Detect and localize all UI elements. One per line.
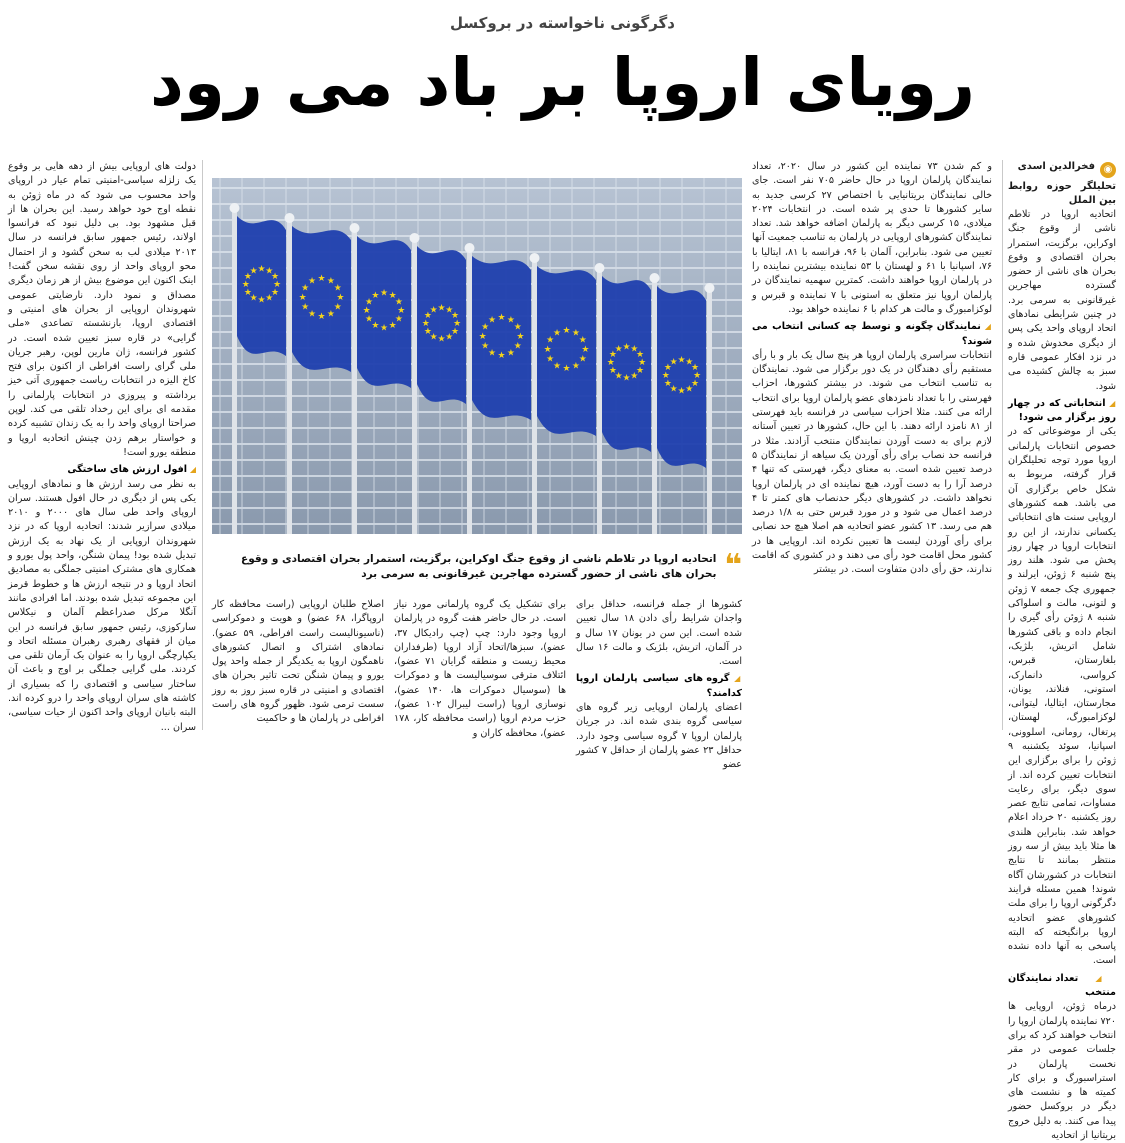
flag-star-icon: ★ bbox=[571, 328, 580, 339]
quote-icon: ❝ bbox=[724, 548, 742, 583]
paragraph: اتحادیه اروپا در تلاطم ناشی از وقوع جنگ اوکراین، برگزیت، استمرار بحران اقتصادی و وقوع بحران های ناشی از حضور گسترده مهاجرین غیرقانونی به سرمی برد. در چنین شرایطی نمادهای اتحاد اروپای واحد یکی پس از دیگری مخدوش شده و در نزد افکار عمومی قاره سبز به چالش کشیده می شود. bbox=[1008, 209, 1116, 392]
flag-star-icon: ★ bbox=[317, 274, 326, 285]
subheading: ◢ انتخاباتی که در چهار روز برگزار می شود! bbox=[1008, 397, 1116, 426]
flag-star-icon: ★ bbox=[506, 315, 515, 326]
flag-star-icon: ★ bbox=[241, 280, 250, 290]
flag-star-icon: ★ bbox=[636, 350, 645, 361]
flag-star-icon: ★ bbox=[265, 293, 274, 304]
flag-star-icon: ★ bbox=[691, 363, 700, 374]
flag-star-icon: ★ bbox=[394, 297, 404, 308]
flag-star-icon: ★ bbox=[608, 350, 617, 361]
column-divider bbox=[1002, 160, 1003, 730]
flag-star-icon: ★ bbox=[445, 332, 454, 343]
flag-pole bbox=[467, 248, 472, 534]
flag-star-icon: ★ bbox=[693, 371, 702, 381]
flag-star-icon: ★ bbox=[638, 358, 647, 368]
flag-star-icon: ★ bbox=[326, 276, 335, 287]
flag-star-icon: ★ bbox=[663, 363, 672, 374]
article-column-1 bbox=[1008, 160, 1116, 1141]
flag-star-icon: ★ bbox=[488, 348, 497, 359]
flag-star-icon: ★ bbox=[249, 266, 258, 277]
flag-star-icon: ★ bbox=[571, 361, 580, 372]
flag-star-icon: ★ bbox=[437, 303, 446, 314]
subheading: ◢ گروه های سیاسی پارلمان اروپا کدامند؟ bbox=[576, 672, 742, 701]
pole-cap bbox=[230, 203, 240, 213]
flag-star-icon: ★ bbox=[553, 328, 562, 339]
flag-star-icon: ★ bbox=[622, 373, 631, 384]
flag-star-icon: ★ bbox=[636, 365, 645, 376]
flag-star-icon: ★ bbox=[614, 344, 623, 355]
pole-cap bbox=[595, 263, 605, 273]
author-name: فخرالدین اسدی bbox=[1017, 161, 1095, 172]
flag-star-icon: ★ bbox=[333, 283, 342, 294]
flag-star-icon: ★ bbox=[423, 326, 432, 337]
eu-flags-illustration bbox=[212, 178, 742, 534]
flag-star-icon: ★ bbox=[562, 363, 571, 374]
flag-star-icon: ★ bbox=[614, 371, 623, 382]
flag-pole bbox=[597, 268, 602, 534]
subheading: ◢ تعداد نمایندگان منتخب bbox=[1008, 972, 1116, 1001]
flag-pole bbox=[412, 238, 417, 534]
flag-star-icon: ★ bbox=[669, 357, 678, 368]
paragraph: انتخابات سراسری پارلمان اروپا هر پنج سال یک بار و با رأی مستقیم رأی دهندگان در یک دور برگزار می شود. نمایندگان به تناسب انتخاب می شوند. در بیشتر کشورها، احزاب فهرستی را با تعداد نامزدهای عضو پارلمان اروپا برای انتخاب ارائه می کنند. مثلا احزاب سیاسی در فرانسه باید فهرستی از ۸۱ نامزد ارائه دهند. با این حال، کشورها در تعیین آستانه لازم برای به دست آوردن نمایندگان منتخب آزادند. مثلا در فرانسه حد نصاب برای رأی آوردن یک سیاهه از نمایندگان ۵ درصد تعیین شده است. به معنای دیگر، فهرستی که تنها ۴ درصد آرا را به دست آورد، هیچ نماینده ای در پارلمان اروپا نخواهد داشت. در کشورهای دیگر حدنصاب های کمتر تا ۴ درصد اعمال می شود و در مورد قبرس حتی به ۱/۸ درصد هم می رسد. ۱۳ کشور عضو اتحادیه هم اصلا هیچ حد نصابی برای رأی آوردن لیست ها تعیین نکرده اند. اروپایی ها در کشور محل اقامت خود رأی می دهند و در کشوری که اقامت ندارند، حق رأی دادن متفاوت است. در بیشتر bbox=[752, 349, 992, 576]
flag-star-icon: ★ bbox=[497, 313, 506, 324]
column-divider bbox=[202, 160, 203, 730]
paragraph: کشورها از جمله فرانسه، حداقل برای واجدان شرایط رأی دادن ۱۸ سال تعیین شده است. این سن در یونان ۱۷ سال و در آلمان، اتریش، بلژیک و مالت ۱۶ سال است. bbox=[576, 599, 742, 668]
flag-star-icon: ★ bbox=[516, 332, 525, 342]
flag-star-icon: ★ bbox=[451, 311, 460, 322]
flag-star-icon: ★ bbox=[451, 326, 460, 337]
paragraph: دولت های اروپایی بیش از دهه هایی بر وقوع یک زلزله سیاسی-امنیتی تمام عیار در اروپای واحد محسوب می شود که در ماه ژوئن به نقطه اوج خود خواهد رسید. این بحران ها از قبل مشهود بود. بی دلیل نبود که فرانسوا اولاند، رئیس جمهور سابق فرانسه در سال ۲۰۱۳ میلادی لب به سخن گشود و از احتمال محو اروپای واحد از روی نقشه سخن گفت! اینک اکنون این موضوع بیش از هر زمان دیگری مصداق و نمود دارد. نارضایتی عمومی شهروندان اروپایی از بحران های امنیتی و اقتصادی اروپا، بازنشسته تصاعدی «ملی گرایی» در قاره سبز تعیین شده است. در کشور فرانسه، ژان مارین لوپن، رهبر جریان ملی گرای راست افراطی از اکنون برای فتح کاخ الیزه در انتخابات ریاست جمهوری آتی خیز برداشته و پیروزی در انتخابات پارلمانی را مقدمه ای برای این رخداد تلقی می کند. لوپن صراحتا اروپای واحد را به یک زندان تشبیه کرده و خواستار برهم زدن چینش اتحادیه اروپا و منطقه یورو است! bbox=[8, 161, 196, 458]
flag-star-icon: ★ bbox=[379, 323, 389, 334]
flag-star-icon: ★ bbox=[317, 311, 326, 322]
article-column-4 bbox=[394, 598, 567, 739]
flag-star-icon: ★ bbox=[661, 371, 670, 381]
flag-star-icon: ★ bbox=[249, 293, 258, 304]
flag-star-icon: ★ bbox=[301, 302, 310, 313]
flag-star-icon: ★ bbox=[606, 358, 615, 368]
flag-star-icon: ★ bbox=[301, 283, 310, 294]
flag-star-icon: ★ bbox=[397, 306, 406, 316]
flag-star-icon: ★ bbox=[371, 320, 380, 331]
author-box bbox=[1008, 160, 1116, 178]
flag-star-icon: ★ bbox=[257, 295, 266, 306]
caption-text: اتحادیه اروپا در تلاطم ناشی از وقوع جنگ اوکراین، برگزیت، استمرار بحران اقتصادی و وقوع بحران های ناشی از حضور گسترده مهاجرین غیرقانونی به سرمی برد bbox=[241, 553, 717, 580]
flag-star-icon: ★ bbox=[578, 335, 587, 346]
flag-star-icon: ★ bbox=[271, 272, 280, 283]
flag-star-icon: ★ bbox=[669, 384, 678, 395]
flag-pole bbox=[352, 228, 357, 534]
flag-star-icon: ★ bbox=[546, 354, 555, 365]
flag-star-icon: ★ bbox=[677, 386, 686, 397]
flag-star-icon: ★ bbox=[608, 365, 617, 376]
flag-star-icon: ★ bbox=[581, 345, 590, 355]
flag-star-icon: ★ bbox=[562, 326, 571, 337]
subheading: ◢ نمایندگان چگونه و توسط چه کسانی انتخاب می شوند؟ bbox=[752, 320, 992, 349]
flag-star-icon: ★ bbox=[488, 315, 497, 326]
flag-star-icon: ★ bbox=[388, 320, 397, 331]
flag-star-icon: ★ bbox=[685, 357, 694, 368]
flag-star-icon: ★ bbox=[308, 309, 317, 320]
flag-star-icon: ★ bbox=[630, 371, 639, 382]
flag-star-icon: ★ bbox=[388, 291, 397, 302]
headline: رویای اروپا بر باد می رود bbox=[150, 44, 975, 121]
paragraph: اصلاح طلبان اروپایی (راست محافظه کار اروپاگرا، ۶۸ عضو) و هویت و دموکراسی (ناسیونالیست راست افراطی، ۵۹ عضو). نمادهای اشتراک و اتصال کشورهای ناهمگون اروپا به یکدیگر از جمله واحد پول یورو و پیمان شنگن تحت تاثیر بحران های اقتصادی و امنیتی در قاره سبز روز به روز سست ترمی شود. ظهور گروه های راست افراطی در پارلمان ها و حاکمیت bbox=[212, 599, 384, 725]
paragraph: اعضای پارلمان اروپایی زیر گروه های سیاسی گروه بندی شده اند. در جریان پارلمان اروپا ۷ گروه سیاسی وجود دارد. حداقل ۲۳ عضو پارلمان از حداقل ۷ کشور عضو bbox=[576, 702, 742, 771]
flag-star-icon: ★ bbox=[421, 319, 430, 329]
paragraph: به نظر می رسد ارزش ها و نمادهای اروپایی یکی پس از دیگری در حال افول هستند. سران اروپای واحد طی سال های ۲۰۰۰ و ۲۰۱۰ میلادی سرازیر شدند: اتحادیه اروپا که در نزد شهروندان اروپایی از یک نهاد به یک ارزش تبدیل شده بود! پیمان شنگن، واحد پول یورو و همکاری های مشترک امنیتی جملگی به مصادیق اتحاد اروپا و در نتیجه ارزش ها و خطوط قرمز این مجموعه تبدیل شده بودند. اما افرادی مانند آنگلا مرکل صدراعظم آلمان و نیکلاس سارکوزی، رئیس جمهور سابق فرانسه در این میان از فقهای رهبری رهبران مسئله اتحاد و یکپارچگی اروپا را به عنوان یک آرمان تلقی می کردند. ملی گرایی جملگی بر اوج و باعث آن ساختار سیاسی و اقتصادی را که بسیاری از کاشته های سران اروپای واحد را درو کرده اند. البته بانیان اروپای واحد اکنون از حیات سیاسی، سران ... bbox=[8, 478, 197, 733]
flag-star-icon: ★ bbox=[394, 314, 404, 325]
flag-star-icon: ★ bbox=[677, 355, 686, 366]
flag-star-icon: ★ bbox=[630, 344, 639, 355]
flag-star-icon: ★ bbox=[546, 335, 555, 346]
photo-caption bbox=[212, 548, 742, 583]
flag-star-icon: ★ bbox=[481, 322, 490, 333]
flag-pole bbox=[532, 258, 537, 534]
paragraph: و کم شدن ۷۳ نماینده این کشور در سال ۲۰۲۰، تعداد نمایندگان پارلمان اروپا در حال حاضر ۷۰۵ نفر است. جای خالی نمایندگان بریتانیایی با اختصاص ۲۷ کرسی جدید به سایر کشورها تا حدی پر شده است. در انتخابات ۲۰۲۴ میلادی، ۱۵ کرسی دیگر به پارلمان اضافه خواهد شد. تعداد نمایندگان کشورهای اروپایی در پارلمان به تناسب جمعیت آنها تعیین می شود. بنابراین، آلمان با ۹۶، فرانسه با ۸۱، ایتالیا با ۷۶، اسپانیا با ۶۱ و لهستان با ۵۳ نماینده بیشترین نماینده را در پارلمان اروپا خواهند داشت. کمترین سهمیه نمایندگان در پارلمان اروپا نیز متعلق به استونی با ۷ نماینده و قبرس و لوکزامبورگ و مالت هر کدام با ۶ نماینده خواهد بود. bbox=[752, 161, 993, 315]
flag-star-icon: ★ bbox=[362, 306, 371, 316]
author-title: تحلیلگر حوزه روابط بین الملل bbox=[1008, 181, 1116, 206]
flag-star-icon: ★ bbox=[265, 266, 274, 277]
flag-star-icon: ★ bbox=[481, 341, 490, 352]
flag-star-icon: ★ bbox=[513, 322, 522, 333]
eu-flags-photo bbox=[212, 178, 742, 534]
pole-cap bbox=[530, 253, 540, 263]
flag-star-icon: ★ bbox=[379, 288, 389, 299]
flag-star-icon: ★ bbox=[506, 348, 515, 359]
subheading: ◢ افول ارزش های ساختگی bbox=[8, 463, 196, 477]
flag-star-icon: ★ bbox=[445, 305, 454, 316]
article-column-3 bbox=[576, 598, 742, 771]
flag-star-icon: ★ bbox=[622, 342, 631, 353]
flag-star-icon: ★ bbox=[371, 291, 380, 302]
flag-star-icon: ★ bbox=[663, 378, 672, 389]
flag-star-icon: ★ bbox=[453, 319, 462, 329]
flag-star-icon: ★ bbox=[543, 345, 552, 355]
pole-cap bbox=[650, 273, 660, 283]
flag-star-icon: ★ bbox=[364, 297, 374, 308]
flag-star-icon: ★ bbox=[497, 350, 506, 361]
flag-star-icon: ★ bbox=[685, 384, 694, 395]
flag-star-icon: ★ bbox=[333, 302, 342, 313]
flag-star-icon: ★ bbox=[273, 280, 282, 290]
flag-star-icon: ★ bbox=[437, 334, 446, 345]
flag-star-icon: ★ bbox=[578, 354, 587, 365]
flag-star-icon: ★ bbox=[429, 332, 438, 343]
flag-star-icon: ★ bbox=[243, 287, 252, 298]
flag-star-icon: ★ bbox=[691, 378, 700, 389]
flag-star-icon: ★ bbox=[429, 305, 438, 316]
pole-cap bbox=[285, 213, 295, 223]
pole-cap bbox=[350, 223, 360, 233]
kicker: دگرگونی ناخواسته در بروکسل bbox=[450, 14, 675, 32]
flag-star-icon: ★ bbox=[257, 264, 266, 275]
article-column-6 bbox=[8, 160, 196, 732]
flag-star-icon: ★ bbox=[326, 309, 335, 320]
flag-star-icon: ★ bbox=[423, 311, 432, 322]
paragraph: درماه ژوئن، اروپایی ها ۷۲۰ نماینده پارلمان اروپا را انتخاب خواهند کرد که برای جلسات عمومی در مقر نخست پارلمان در استراسبورگ و برای کار کمیته ها و نشست های دیگر در بروکسل حضور پیدا می کنند. به دلیل خروج بریتانیا از اتحادیه bbox=[1008, 1001, 1116, 1141]
flag-star-icon: ★ bbox=[308, 276, 317, 287]
flag-pole bbox=[287, 218, 292, 534]
pole-cap bbox=[465, 243, 475, 253]
paragraph: یکی از موضوعاتی که در خصوص انتخابات پارلمانی اروپا مورد توجه تحلیلگران قرار گرفته، مربوط به شکل خاص برگزاری آن می باشد. همه کشورهای اروپایی سنت های انتخاباتی یکسانی ندارند، از این رو انتخابات اروپا در چهار روز پخش می شود. هلند روز پنج شنبه ۶ ژوئن، ایرلند و جمهوری چک جمعه ۷ ژوئن و لتونی، مالت و اسلواکی شنبه ۸ ژوئن رأی گیری را انجام داده و باقی کشورها شامل اتریش، بلژیک، بلغارستان، قبرس، کرواسی، دانمارک، استونی، فنلاند، یونان، مجارستان، ایتالیا، لیتوانی، لوکزامبورگ، لهستان، پرتغال، رومانی، اسلوونی، اسپانیا، سوئد یکشنبه ۹ ژوئن را برای برگزاری این انتخابات تعیین کرده اند. از سوی دیگر، برای رعایت مساوات، تمامی نتایج عصر روز یکشنبه ۲۰ خرداد اعلام خواهد شد. بنابراین هلندی ها مثلا باید بیش از سه روز منتظر بمانند تا نتایج انتخابات در کشورشان آگاه شوند! همین مسئله فرایند دگرگونی اروپا را برای ملت کشورهای عضو اتحادیه اروپا برانگیخته که البته پاسخی به آنها داده نشده است. bbox=[1008, 426, 1116, 967]
flag-star-icon: ★ bbox=[336, 293, 345, 303]
flag-pole bbox=[232, 208, 237, 534]
flag-star-icon: ★ bbox=[298, 293, 307, 303]
paragraph: برای تشکیل یک گروه پارلمانی مورد نیاز است. در حال حاضر هفت گروه در پارلمان اروپا وجود دارد: چپ (چپ رادیکال ۳۷، عضو)، سبزها/اتحاد آزاد اروپا (طرفداران محیط زیست و منطقه گرایان ۷۱ عضو)، ائتلاف مترقی سوسیالیست ها و دموکرات ها (سوسیال دموکرات ها، ۱۴۰ عضو)، نوسازی اروپا (راست لیبرال ۱۰۲ عضو)، حزب مردم اروپا (راست محافظه کار، ۱۷۸ عضو)، محافظه کاران و bbox=[394, 599, 567, 739]
pole-cap bbox=[705, 283, 715, 293]
flag-pole bbox=[652, 278, 657, 534]
flag-star-icon: ★ bbox=[553, 361, 562, 372]
article-column-5 bbox=[212, 598, 384, 732]
flag-star-icon: ★ bbox=[478, 332, 487, 342]
article-column-2 bbox=[752, 160, 992, 732]
flag-star-icon: ★ bbox=[243, 272, 252, 283]
pole-cap bbox=[410, 233, 420, 243]
flag-star-icon: ★ bbox=[364, 314, 374, 325]
flag-star-icon: ★ bbox=[513, 341, 522, 352]
flag-pole bbox=[707, 288, 712, 534]
author-marker-icon: ◉ bbox=[1100, 162, 1116, 178]
flag-star-icon: ★ bbox=[271, 287, 280, 298]
